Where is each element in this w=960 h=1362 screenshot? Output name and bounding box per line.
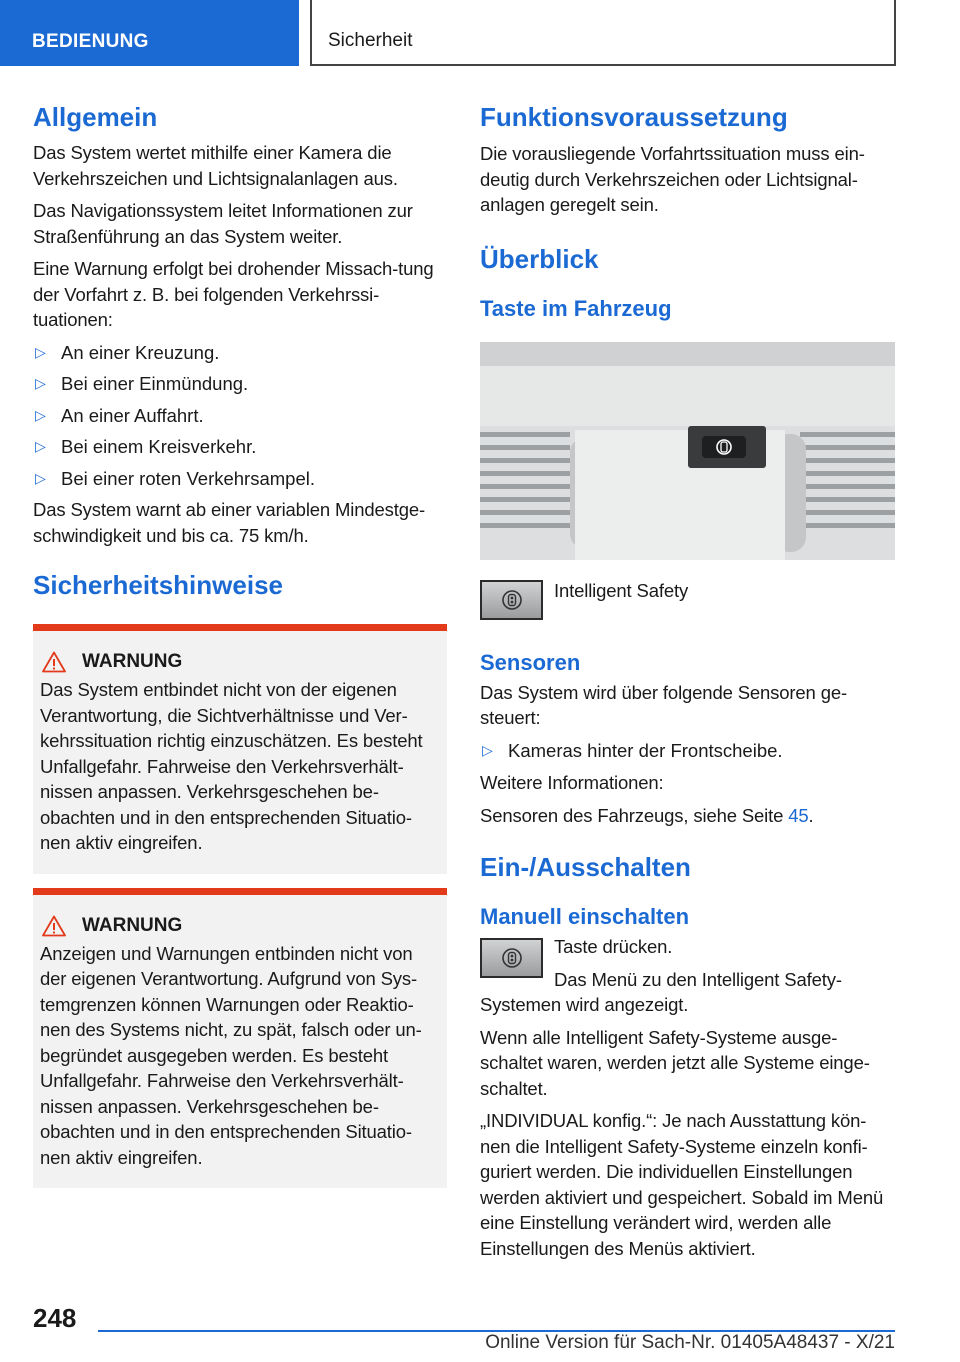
allgemein-paragraph-1: Das System wertet mithilfe einer Kamera die Verkehrszeichen und Lichtsignalanlagen aus. <box>33 142 398 189</box>
intelligent-safety-icon <box>480 580 543 620</box>
situation-list <box>33 340 447 492</box>
left-column <box>33 100 447 1188</box>
page-header <box>0 0 960 66</box>
page-link[interactable]: 45 <box>788 804 809 826</box>
taste-druecken: Taste drücken. <box>554 936 673 957</box>
bullet-triangle-icon: ▷ <box>35 469 46 486</box>
bullet-triangle-icon: ▷ <box>482 741 493 758</box>
warning-text: Das System entbindet nicht von der eigenen Verantwortung, die Sichtverhältnisse und Ver-kehrssituation richtig einzuschätzen. Es besteht Unfallgefahr. Fahrweise den Verkehrsverhält-nissen anpassen. Verkehrsgeschehen be-obachten und in den entsprechenden Situatio-nen aktiv eingreifen. <box>40 679 423 853</box>
page-reference: Sensoren des Fahrzeugs, siehe Seite 45. <box>480 804 814 826</box>
warning-text: Anzeigen und Warnungen entbinden nicht von der eigenen Verantwortung. Aufgrund von Sys-temgrenzen können Warnungen oder Reaktio-nen des Systems nicht, zu spät, falsch oder un-begründet ausgegeben werden. Es besteht Unfallgefahr. Fahrweise den Verkehrsverhält-nissen anpassen. Verkehrsgeschehen be-obachten und in den entsprechenden Situatio-nen aktiv eingreifen. <box>40 942 422 1168</box>
funktion-heading: Funktionsvoraussetzung <box>480 102 788 132</box>
bullet-triangle-icon: ▷ <box>35 438 46 454</box>
sensoren-heading: Sensoren <box>480 649 581 675</box>
bullet-triangle-icon: ▷ <box>35 375 46 391</box>
dashboard-illustration <box>480 342 895 560</box>
list-item: ▷ An einer Auffahrt. <box>33 403 447 429</box>
list-item: ▷ Bei einer Einmündung. <box>33 371 447 397</box>
right-column <box>480 100 895 1261</box>
page-footer <box>0 1290 960 1362</box>
individual-paragraph: „INDIVIDUAL konfig.“: Je nach Ausstattung kön-nen die Intelligent Safety-Systeme einzeln konfi-guriert werden. Die individuellen Einstellungen werden aktiviert und gespeichert. Sobald im Menü eine Einstellung verändert wird, werden alle Einstellungen des Menüs aktiviert. <box>480 1110 884 1259</box>
safety-heading: Sicherheitshinweise <box>33 570 283 600</box>
manuell-heading: Manuell einschalten <box>480 904 690 929</box>
button-label: Intelligent Safety <box>554 579 689 601</box>
allgemein-paragraph-2: Das Navigationssystem leitet Informationen zur Straßenführung an das System weiter. <box>33 200 413 247</box>
list-item: ▷ Bei einem Kreisverkehr. <box>33 434 447 460</box>
taste-heading: Taste im Fahrzeug <box>480 295 672 321</box>
warning-title: WARNUNG <box>40 913 439 939</box>
warning-box <box>33 624 447 874</box>
menu-text: Das Menü zu den Intelligent Safety-Systemen wird angezeigt. <box>480 968 842 1015</box>
list-item: ▷ Kameras hinter der Frontscheibe. <box>480 738 895 764</box>
button-legend <box>480 580 895 620</box>
alle-paragraph: Wenn alle Intelligent Safety-Systeme ausge-schaltet waren, werden jetzt alle Systeme einge-schaltet. <box>480 1026 870 1099</box>
list-item: ▷ An einer Kreuzung. <box>33 340 447 366</box>
warning-triangle-icon <box>42 651 66 673</box>
weitere-info: Weitere Informationen: <box>480 772 664 793</box>
allgemein-heading: Allgemein <box>33 102 158 132</box>
page-number: 248 <box>33 1303 77 1333</box>
intelligent-safety-icon <box>480 938 543 978</box>
allgemein-paragraph-3: Eine Warnung erfolgt bei drohender Missach-tung der Vorfahrt z. B. bei folgenden Verkehrssi-tuationen: <box>33 258 434 330</box>
list-item: ▷ Bei einer roten Verkehrsampel. <box>33 466 447 492</box>
bullet-triangle-icon: ▷ <box>35 343 46 360</box>
speed-paragraph: Das System warnt ab einer variablen Mindestge-schwindigkeit und bis ca. 75 km/h. <box>33 499 426 546</box>
bullet-triangle-icon: ▷ <box>35 406 46 423</box>
chapter-title: Sicherheit <box>310 0 896 66</box>
vehicle-button-photo <box>480 342 895 560</box>
manuell-block <box>480 934 895 1018</box>
warning-triangle-icon <box>42 915 66 937</box>
section-tab: BEDIENUNG <box>0 0 299 66</box>
ueberblick-heading: Überblick <box>480 243 599 274</box>
sensoren-paragraph: Das System wird über folgende Sensoren ge-steuert: <box>480 681 847 728</box>
funktion-paragraph: Die vorausliegende Vorfahrtssituation muss ein-deutig durch Verkehrszeichen oder Lichtsignal-anlagen geregelt sein. <box>480 143 865 215</box>
warning-title: WARNUNG <box>40 649 439 675</box>
warning-box <box>33 888 447 1189</box>
ein-aus-heading: Ein-/Ausschalten <box>480 852 691 882</box>
online-version-text: Online Version für Sach-Nr. 01405A48437 - X/21 <box>485 1332 895 1353</box>
